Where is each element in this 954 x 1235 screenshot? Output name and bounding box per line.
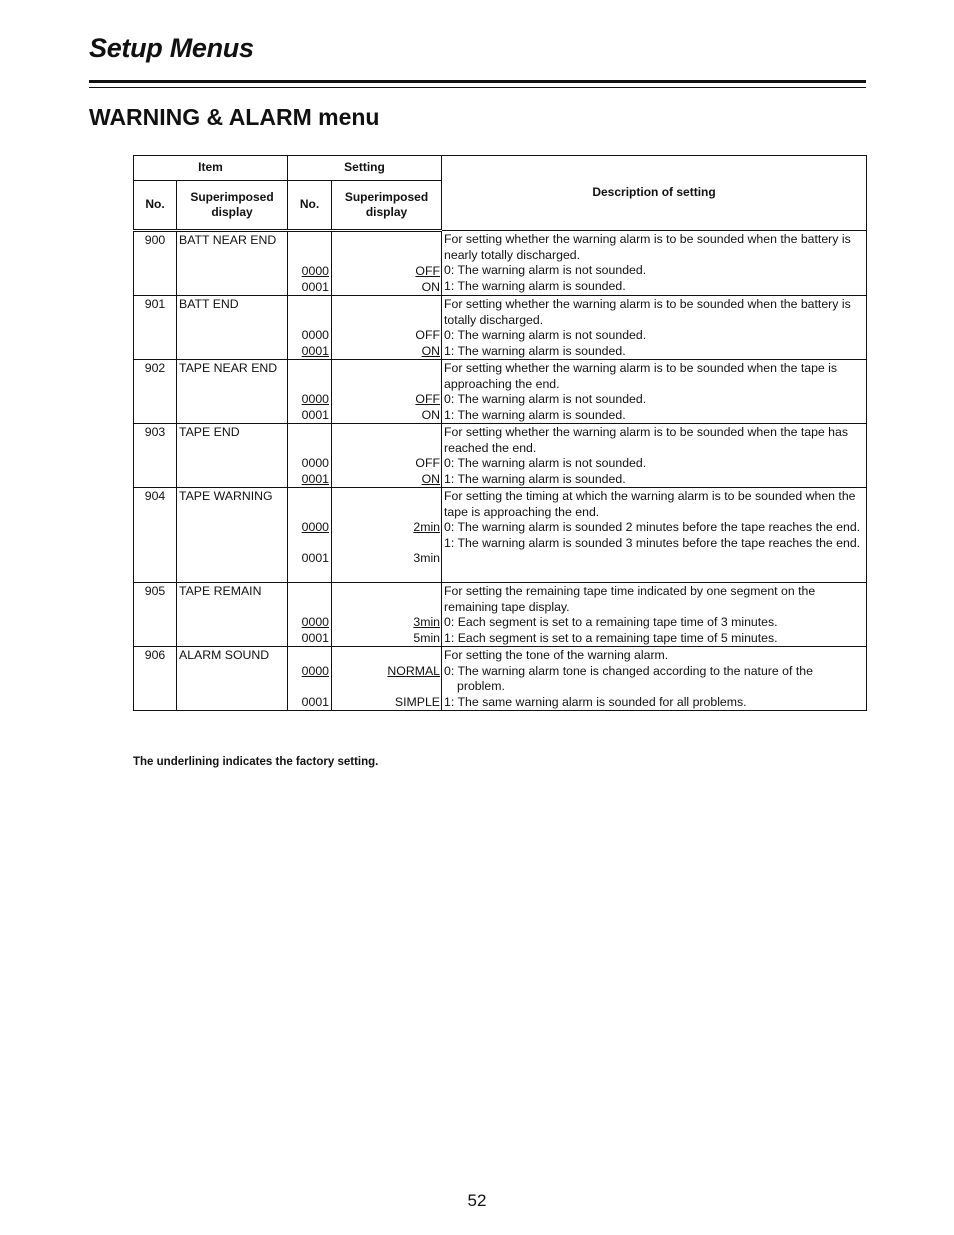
setting-number-factory: 0000	[301, 615, 329, 629]
setting-display-factory: OFF	[415, 392, 441, 406]
setting-display-factory: 3min	[413, 615, 441, 629]
setting-number-factory: 0001	[301, 471, 329, 486]
page-number: 52	[467, 1191, 487, 1210]
description-intro: For setting whether the warning alarm is to be sounded when the tape is approaching the end.	[444, 361, 838, 391]
item-display: BATT NEAR END	[177, 231, 288, 296]
table-row	[134, 647, 867, 711]
setting-display-factory: ON	[421, 343, 441, 358]
item-display: TAPE REMAIN	[177, 583, 288, 647]
header-setting-no: No.	[288, 181, 332, 231]
setting-number-cell	[288, 424, 332, 488]
item-number: 901	[134, 296, 177, 360]
setting-number: 0001	[301, 694, 329, 709]
setting-number-cell	[288, 231, 332, 296]
table-row	[134, 424, 867, 488]
header-item: Item	[134, 156, 288, 181]
setting-number-cell	[288, 296, 332, 360]
setting-description: 0: The warning alarm is sounded 2 minutes before the tape reaches the end.	[444, 520, 861, 534]
setting-display-factory: NORMAL	[387, 663, 441, 678]
setting-display-factory: 2min	[413, 520, 441, 534]
description-cell	[442, 296, 867, 360]
setting-display: OFF	[415, 456, 441, 470]
item-display: BATT END	[177, 296, 288, 360]
title-rule-thin	[89, 87, 866, 88]
description-cell	[442, 360, 867, 424]
description-intro: For setting the remaining tape time indicated by one segment on the remaining tape display.	[444, 584, 816, 614]
table-row	[134, 231, 867, 296]
setting-display: SIMPLE	[394, 694, 441, 709]
setting-display: OFF	[415, 328, 441, 342]
description-intro: For setting the timing at which the warning alarm is to be sounded when the tape is approaching the end.	[444, 489, 856, 519]
setting-number-cell	[288, 583, 332, 647]
setting-description: 0: Each segment is set to a remaining tape time of 3 minutes.	[444, 615, 778, 629]
description-intro: For setting whether the warning alarm is to be sounded when the battery is totally discharged.	[444, 297, 851, 327]
setting-number: 0000	[301, 328, 329, 342]
description-cell	[442, 231, 867, 296]
header-setting-display: Superimposed display	[332, 181, 442, 231]
setting-number-factory: 0000	[301, 663, 329, 678]
description-cell	[442, 583, 867, 647]
item-number: 904	[134, 488, 177, 583]
header-setting: Setting	[288, 156, 442, 181]
page-title: Setup Menus	[89, 33, 254, 63]
setting-display-cell	[332, 583, 442, 647]
table-row	[134, 360, 867, 424]
setting-display: ON	[421, 279, 441, 294]
setting-description: 1: The warning alarm is sounded.	[444, 343, 626, 358]
header-description: Description of setting	[442, 156, 867, 231]
section-title: WARNING & ALARM menu	[89, 104, 380, 130]
header-item-no: No.	[134, 181, 177, 231]
setting-number: 0001	[301, 279, 329, 294]
setting-number: 0001	[301, 630, 329, 645]
setting-description: 0: The warning alarm is not sounded.	[444, 456, 647, 470]
item-display: ALARM SOUND	[177, 647, 288, 711]
setting-description: 0: The warning alarm is not sounded.	[444, 392, 647, 406]
setting-number-factory: 0000	[301, 264, 329, 278]
setting-description: 1: The same warning alarm is sounded for all problems.	[444, 694, 747, 709]
item-number: 903	[134, 424, 177, 488]
description-cell	[442, 647, 867, 711]
setting-number-cell	[288, 488, 332, 583]
setting-display: 3min	[413, 551, 441, 565]
setting-number: 0001	[301, 407, 329, 422]
setting-display: ON	[421, 407, 441, 422]
setting-number-factory: 0000	[301, 392, 329, 406]
setting-display-cell	[332, 424, 442, 488]
item-number: 906	[134, 647, 177, 711]
description-cell	[442, 488, 867, 583]
table-row	[134, 296, 867, 360]
setting-display-cell	[332, 296, 442, 360]
setting-description: 1: Each segment is set to a remaining tape time of 5 minutes.	[444, 630, 778, 645]
header-item-display: Superimposed display	[177, 181, 288, 231]
setting-number-cell	[288, 360, 332, 424]
item-number: 905	[134, 583, 177, 647]
setting-display-cell	[332, 488, 442, 583]
item-display: TAPE WARNING	[177, 488, 288, 583]
setting-description: 1: The warning alarm is sounded.	[444, 407, 626, 422]
setting-number: 0000	[301, 456, 329, 470]
item-number: 902	[134, 360, 177, 424]
item-display: TAPE END	[177, 424, 288, 488]
description-intro: For setting the tone of the warning alarm.	[444, 648, 669, 662]
table-row	[134, 488, 867, 583]
description-intro: For setting whether the warning alarm is to be sounded when the tape has reached the end.	[444, 425, 849, 455]
setting-display-factory: ON	[421, 471, 441, 486]
setting-display-factory: OFF	[415, 264, 441, 278]
table-body	[134, 231, 867, 711]
item-display: TAPE NEAR END	[177, 360, 288, 424]
setting-display-cell	[332, 360, 442, 424]
setting-description: 1: The warning alarm is sounded.	[444, 278, 626, 293]
setting-display-cell	[332, 231, 442, 296]
description-cell	[442, 424, 867, 488]
title-rule-thick	[89, 80, 866, 83]
table-row	[134, 583, 867, 647]
setting-number: 0001	[301, 551, 329, 565]
setting-description: 1: The warning alarm is sounded.	[444, 471, 626, 486]
setting-description: 0: The warning alarm tone is changed according to the nature of the problem.	[444, 663, 813, 693]
setting-display-cell	[332, 647, 442, 711]
setting-description: 1: The warning alarm is sounded 3 minutes before the tape reaches the end.	[444, 535, 861, 550]
setting-description: 0: The warning alarm is not sounded.	[444, 263, 647, 277]
description-intro: For setting whether the warning alarm is to be sounded when the battery is nearly totally discharged.	[444, 232, 851, 262]
setting-number-factory: 0001	[301, 343, 329, 358]
setting-number-cell	[288, 647, 332, 711]
item-number: 900	[134, 231, 177, 296]
warning-alarm-table	[133, 155, 867, 711]
setting-display: 5min	[413, 630, 441, 645]
factory-setting-note: The underlining indicates the factory setting.	[133, 756, 379, 768]
setting-description: 0: The warning alarm is not sounded.	[444, 328, 647, 342]
setting-number-factory: 0000	[301, 520, 329, 534]
